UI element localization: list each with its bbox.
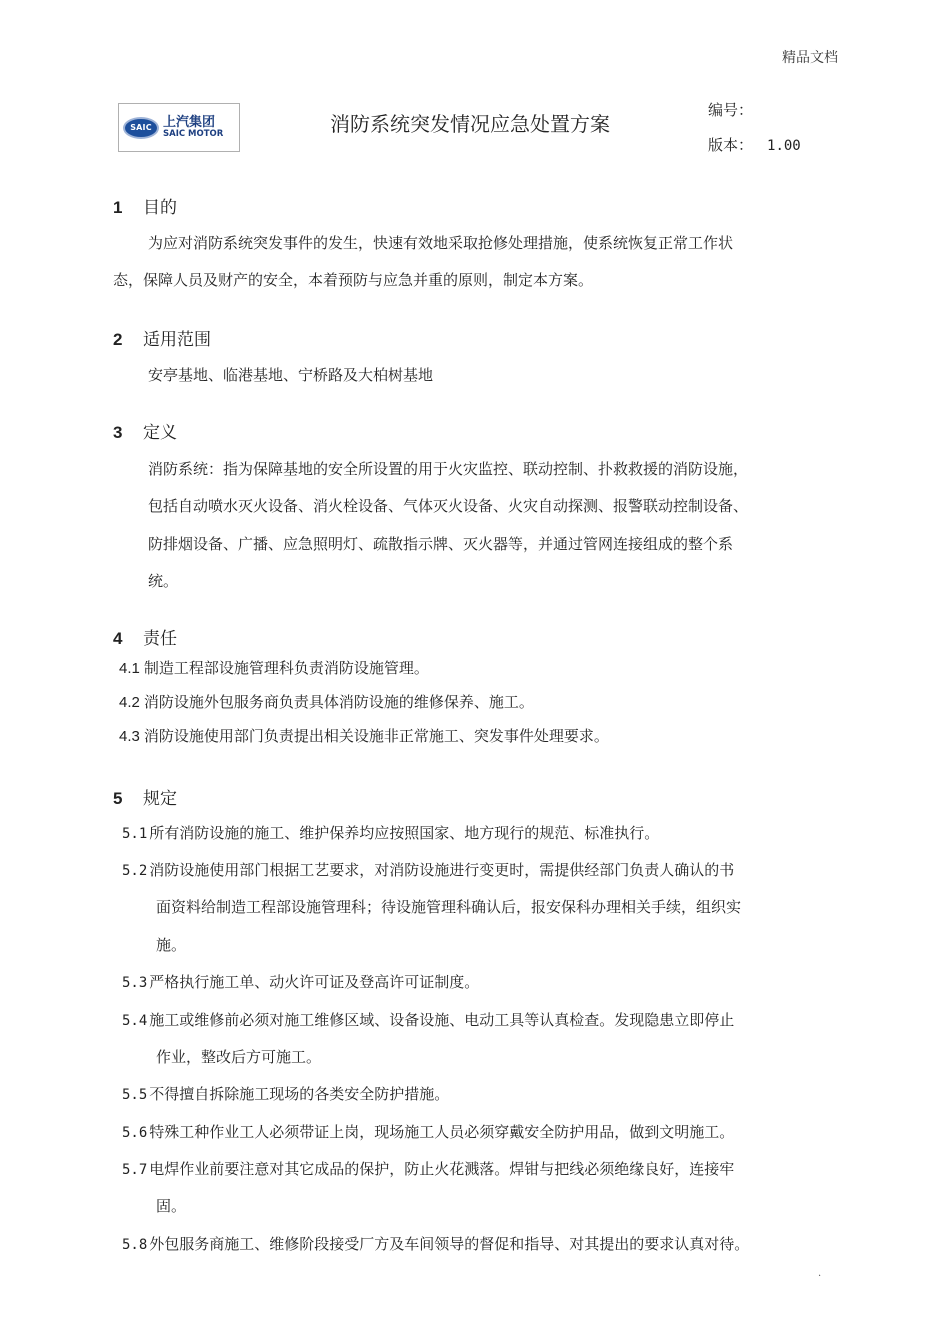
section-title: 规定 [143,789,177,809]
purpose-line-2: 态，保障人员及财产的安全，本着预防与应急并重的原则，制定本方案。 [113,271,594,289]
section-heading-purpose [113,193,177,218]
section-number: 2 [113,330,123,349]
section-number: 4 [113,629,123,648]
watermark-text: 精品文档 [782,50,838,66]
section-number: 1 [113,198,123,217]
item-text: 电焊作业前要注意对其它成品的保护，防止火花溅落。焊钳与把线必须绝缘良好，连接牢 [149,1160,735,1178]
item-number: 4.2 [119,694,140,711]
item-number: 5.1 [122,826,148,842]
item-number: 5.4 [122,1013,148,1029]
item-number: 5.6 [122,1125,148,1141]
saic-badge: SAIC [123,117,159,139]
logo-cn-text: 上汽集团 [163,114,216,130]
section-heading-regulations [113,784,177,809]
item-text: 所有消防设施的施工、维护保养均应按照国家、地方现行的规范、标准执行。 [149,824,660,842]
regulation-continuation: 作业，整改后方可施工。 [156,1048,322,1066]
item-number: 5.3 [122,975,148,991]
item-number: 4.3 [119,728,140,745]
responsibility-item [119,657,429,678]
item-text: 特殊工种作业工人必须带证上岗，现场施工人员必须穿戴安全防护用品，做到文明施工。 [149,1123,735,1141]
item-text: 严格执行施工单、动火许可证及登高许可证制度。 [149,973,480,991]
regulation-item [122,822,659,843]
regulation-continuation: 面资料给制造工程部设施管理科；待设施管理科确认后，报安保科办理相关手续，组织实 [156,898,742,916]
doc-version-value: 1.00 [767,138,801,154]
item-number: 4.1 [119,660,140,677]
footer-dot: . [818,1268,822,1279]
section-number: 5 [113,789,123,808]
doc-version-label: 版本： [708,136,754,154]
regulation-item [122,1233,749,1254]
regulation-item [122,1009,734,1030]
doc-version [708,134,801,155]
doc-number-label: 编号： [708,101,754,119]
item-text: 消防设施使用部门负责提出相关设施非正常施工、突发事件处理要求。 [143,727,609,745]
item-number: 5.5 [122,1087,148,1103]
definition-line-1: 消防系统：指为保障基地的安全所设置的用于火灾监控、联动控制、扑救救援的消防设施， [148,460,749,478]
responsibility-item [119,725,609,746]
document-title: 消防系统突发情况应急处置方案 [330,112,610,136]
section-heading-scope [113,325,211,350]
doc-number [708,99,767,120]
item-text: 消防设施使用部门根据工艺要求，对消防设施进行变更时，需提供经部门负责人确认的书 [149,861,735,879]
regulation-item [122,859,734,880]
company-logo [118,103,240,152]
regulation-continuation: 施。 [156,936,187,954]
item-text: 不得擅自拆除施工现场的各类安全防护措施。 [149,1085,450,1103]
logo-text [163,116,223,140]
regulation-item [122,1121,734,1142]
item-number: 5.8 [122,1237,148,1253]
regulation-item [122,1158,734,1179]
section-number: 3 [113,423,123,442]
definition-line-2: 包括自动喷水灭火设备、消火栓设备、气体灭火设备、火灾自动探测、报警联动控制设备、 [148,497,749,515]
definition-line-4: 统。 [148,572,179,590]
responsibility-item [119,691,534,712]
purpose-line-1: 为应对消防系统突发事件的发生，快速有效地采取抢修处理措施，使系统恢复正常工作状 [148,234,734,252]
regulation-continuation: 固。 [156,1197,187,1215]
item-text: 制造工程部设施管理科负责消防设施管理。 [143,659,429,677]
logo-en-text: SAIC MOTOR [163,128,224,139]
section-title: 定义 [143,423,177,443]
section-heading-definition [113,418,177,443]
regulation-item [122,971,479,992]
section-title: 适用范围 [143,330,211,350]
regulation-item [122,1083,449,1104]
section-title: 责任 [143,629,177,649]
item-text: 施工或维修前必须对施工维修区域、设备设施、电动工具等认真检查。发现隐患立即停止 [149,1011,735,1029]
item-number: 5.2 [122,863,148,879]
item-number: 5.7 [122,1162,148,1178]
definition-line-3: 防排烟设备、广播、应急照明灯、疏散指示牌、灭火器等，并通过管网连接组成的整个系 [148,535,734,553]
section-title: 目的 [143,198,177,218]
item-text: 消防设施外包服务商负责具体消防设施的维修保养、施工。 [143,693,534,711]
scope-text: 安亭基地、临港基地、宁桥路及大柏树基地 [148,366,434,384]
section-heading-responsibility [113,624,177,649]
item-text: 外包服务商施工、维修阶段接受厂方及车间领导的督促和指导、对其提出的要求认真对待。 [149,1235,750,1253]
